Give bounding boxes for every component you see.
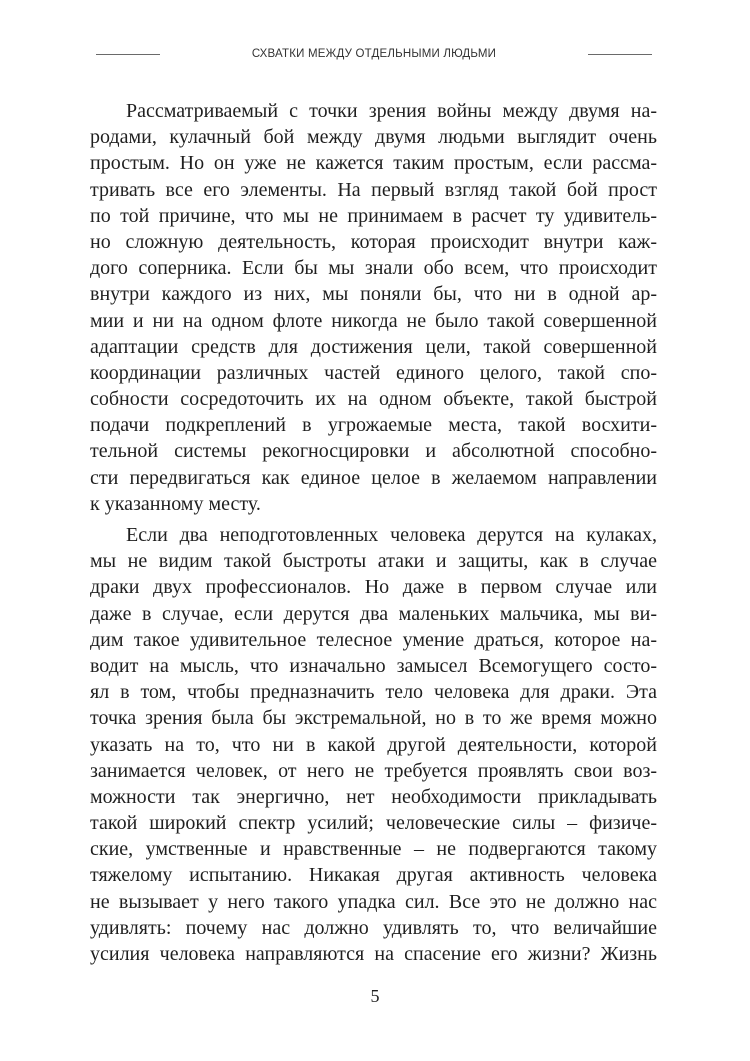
text-line: дого соперника. Если бы мы знали обо всем, что происходит	[90, 257, 657, 280]
text-line: но сложную деятельность, которая происходит внутри каж-	[90, 230, 657, 253]
text-line: собности сосредоточить их на одном объекте, такой быстрой	[90, 388, 657, 411]
text-line: координации различных частей единого целого, такой спо-	[90, 361, 657, 384]
text-line: простым. Но он уже не кажется таким простым, если рассма-	[90, 152, 657, 175]
text-line: ял в том, чтобы предназначить тело человека для драки. Эта	[90, 681, 657, 704]
text-line: указать на то, что ни в какой другой деятельности, которой	[90, 733, 657, 756]
text-line: драки двух профессионалов. Но даже в первом случае или	[90, 576, 657, 599]
text-line: такой широкий спектр усилий; человеческие силы – физиче-	[90, 812, 657, 835]
text-line: удивлять: почему нас должно удивлять то, что величайшие	[90, 916, 657, 939]
text-line: дим такое удивительное телесное умение драться, которое на-	[90, 628, 657, 651]
running-header-title: СХВАТКИ МЕЖДУ ОТДЕЛЬНЫМИ ЛЮДЬМИ	[251, 48, 497, 60]
text-line: тельной системы рекогносцировки и абсолютной способно-	[90, 440, 657, 463]
text-line: тяжелому испытанию. Никакая другая активность человека	[90, 864, 657, 887]
text-line: можности так энергично, нет необходимости прикладывать	[90, 785, 657, 808]
text-line: сти передвигаться как единое целое в желаемом направлении	[90, 466, 657, 489]
text-line: Рассматриваемый с точки зрения войны между двумя на-	[126, 100, 657, 122]
text-line: тривать все его элементы. На первый взгляд такой бой прост	[90, 178, 657, 201]
text-line: по той причине, что мы не принимаем в расчет ту удивитель-	[90, 204, 657, 227]
text-line: к указанному месту.	[90, 492, 261, 515]
paragraph	[90, 98, 657, 517]
text-line: не вызывает у него такого упадка сил. Все это не должно нас	[90, 890, 657, 913]
running-header	[96, 44, 652, 64]
text-line: ские, умственные и нравственные – не подвергаются такому	[90, 838, 657, 861]
text-line: водит на мысль, что изначально замысел Всемогущего состо-	[90, 654, 657, 677]
text-line: занимается человек, от него не требуется проявлять свои воз-	[90, 759, 657, 782]
text-line: внутри каждого из них, мы поняли бы, что ни в одной ар-	[90, 283, 657, 306]
header-rule-right	[588, 54, 652, 55]
header-rule-left	[96, 54, 160, 55]
text-line: усилия человека направляются на спасение его жизни? Жизнь	[90, 943, 657, 965]
page-body	[90, 98, 657, 967]
text-line: мы не видим такой быстроты атаки и защиты, как в случае	[90, 550, 657, 573]
paragraph	[90, 522, 657, 967]
text-line: адаптации средств для достижения цели, такой совершенной	[90, 335, 657, 358]
text-line: даже в случае, если дерутся два маленьких мальчика, мы ви-	[90, 602, 657, 625]
text-line: Если два неподготовленных человека дерутся на кулаках,	[126, 524, 657, 546]
text-line: подачи подкреплений в угрожаемые места, такой восхити-	[90, 414, 657, 437]
text-line: родами, кулачный бой между двумя людьми выглядит очень	[90, 126, 657, 149]
text-line: точка зрения была бы экстремальной, но в то же время можно	[90, 707, 657, 730]
text-line: мии и ни на одном флоте никогда не было такой совершенной	[90, 309, 657, 332]
page-number: 5	[370, 986, 380, 1006]
